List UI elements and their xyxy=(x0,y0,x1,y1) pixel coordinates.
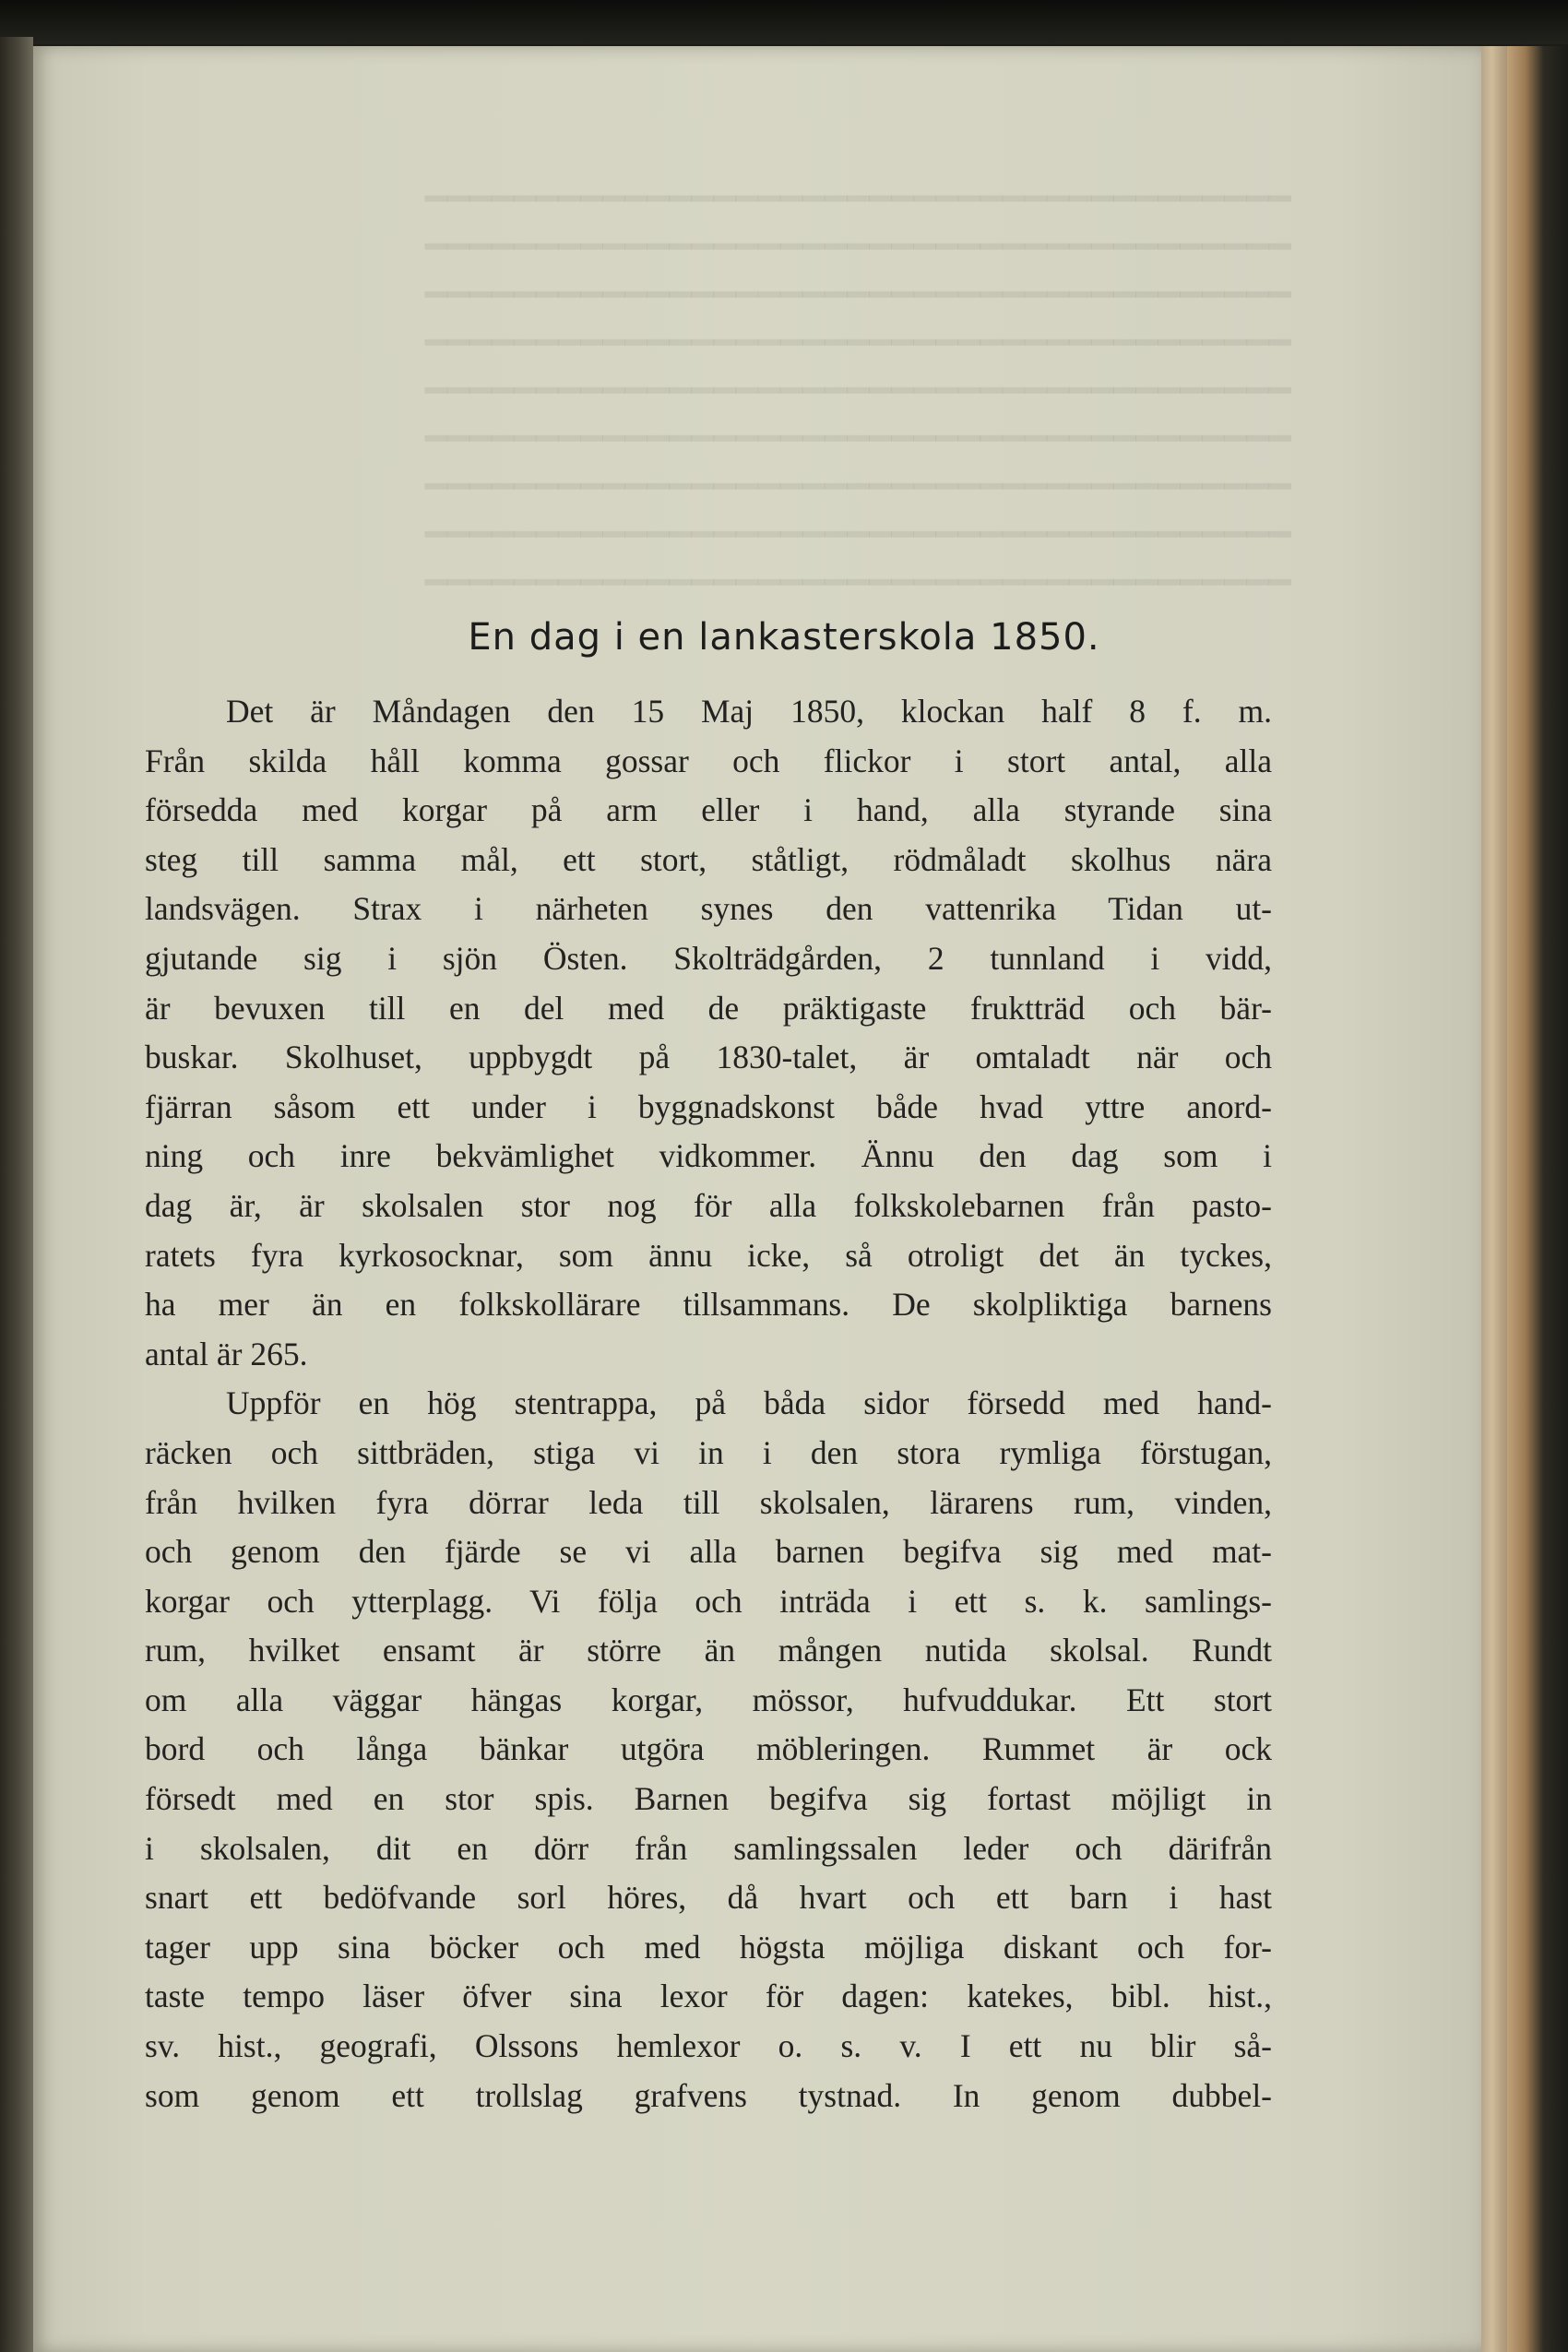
text-line: taste tempo läser öfver sina lexor för dagen: katekes, bibl. hist., xyxy=(145,1978,1272,2015)
text-line: ning och inre bekvämlighet vidkommer. Ännu den dag som i xyxy=(145,1137,1272,1175)
article-heading: En dag i en lankasterskola 1850. xyxy=(468,616,1100,659)
text-line: steg till samma mål, ett stort, ståtligt, rödmåladt skolhus nära xyxy=(145,840,1272,878)
text-line: och genom den fjärde se vi alla barnen begifva sig med mat- xyxy=(145,1533,1272,1571)
book-cover-edge xyxy=(1507,46,1568,2352)
text-line: försedda med korgar på arm eller i hand, alla styrande sina xyxy=(145,791,1272,829)
text-line: gjutande sig i sjön Östen. Skolträdgården, 2 tunnland i vidd, xyxy=(145,939,1272,977)
text-line: Uppför en hög stentrappa, på båda sidor försedd med hand- xyxy=(226,1384,1272,1422)
text-line: dag är, är skolsalen stor nog för alla folkskolebarnen från pasto- xyxy=(145,1186,1272,1224)
text-line: i skolsalen, dit en dörr från samlingssalen leder och därifrån xyxy=(145,1829,1272,1867)
text-line: som genom ett trollslag grafvens tystnad. In genom dubbel- xyxy=(145,2076,1272,2114)
text-line: ha mer än en folkskollärare tillsammans. De skolpliktiga barnens xyxy=(145,1286,1272,1324)
text-line: räcken och sittbräden, stiga vi in i den stora rymliga förstugan, xyxy=(145,1433,1272,1471)
text-line: landsvägen. Strax i närheten synes den vattenrika Tidan ut- xyxy=(145,890,1272,928)
scan-background-top xyxy=(0,0,1568,44)
text-line: fjärran såsom ett under i byggnadskonst både hvad yttre anord- xyxy=(145,1087,1272,1125)
text-line: sv. hist., geografi, Olssons hemlexor o. s. v. I ett nu blir så- xyxy=(145,2027,1272,2065)
text-line: snart ett bedöfvande sorl höres, då hvart och ett barn i hast xyxy=(145,1879,1272,1917)
text-line: försedt med en stor spis. Barnen begifva sig fortast möjligt in xyxy=(145,1780,1272,1818)
text-line: är bevuxen till en del med de präktigaste fruktträd och bär- xyxy=(145,989,1272,1027)
book-spine-left xyxy=(0,37,33,2352)
show-through-texture: ━━━━━━━━━━━━━━━━━━━━━━━━━━━━━━━━━━━━━━━ ━━━━━━━━━━━━━━━━━━━━━━━━━━━━━━━━━━━━━━━ ━━━━━━━━━━━━━━━━━━━━━━━━━━━━━━━━━━━━━━━ ━━━━━━━━━━━━━━━━━━━━━━━━━━━━━━━━━━━━━━━ ━━━━━━━━━━━━━━━━━━━━━━━━━━━━━━━━━━━━━━━ ━━━━━━━━━━━━━━━━━━━━━━━━━━━━━━━━━━━━━━━ ━━━━━━━━━━━━━━━━━━━━━━━━━━━━━━━━━━━━━━━ ━━━━━━━━━━━━━━━━━━━━━━━━━━━━━━━━━━━━━━━ ━━━━━━━━━━━━━━━━━━━━━━━━━━━━━━━━━━━━━━━ xyxy=(424,178,1291,604)
text-line: Det är Måndagen den 15 Maj 1850, klockan half 8 f. m. xyxy=(226,693,1272,730)
text-line: bord och långa bänkar utgöra möbleringen. Rummet är ock xyxy=(145,1730,1272,1768)
text-line: Från skilda håll komma gossar och flickor i stort antal, alla xyxy=(145,742,1272,779)
text-line: ratets fyra kyrkosocknar, som ännu icke, så otroligt det än tyckes, xyxy=(145,1236,1272,1274)
text-line: om alla väggar hängas korgar, mössor, hufvuddukar. Ett stort xyxy=(145,1681,1272,1718)
text-line: buskar. Skolhuset, uppbygdt på 1830-talet, är omtaladt när och xyxy=(145,1039,1272,1076)
text-line: antal är 265. xyxy=(145,1335,308,1372)
text-line: rum, hvilket ensamt är större än mången nutida skolsal. Rundt xyxy=(145,1632,1272,1669)
text-line: korgar och ytterplagg. Vi följa och inträda i ett s. k. samlings- xyxy=(145,1582,1272,1620)
text-line: tager upp sina böcker och med högsta möjliga diskant och for- xyxy=(145,1928,1272,1966)
body-text xyxy=(145,687,1272,2120)
page-edges-right xyxy=(1481,46,1507,2352)
text-line: från hvilken fyra dörrar leda till skolsalen, lärarens rum, vinden, xyxy=(145,1483,1272,1521)
